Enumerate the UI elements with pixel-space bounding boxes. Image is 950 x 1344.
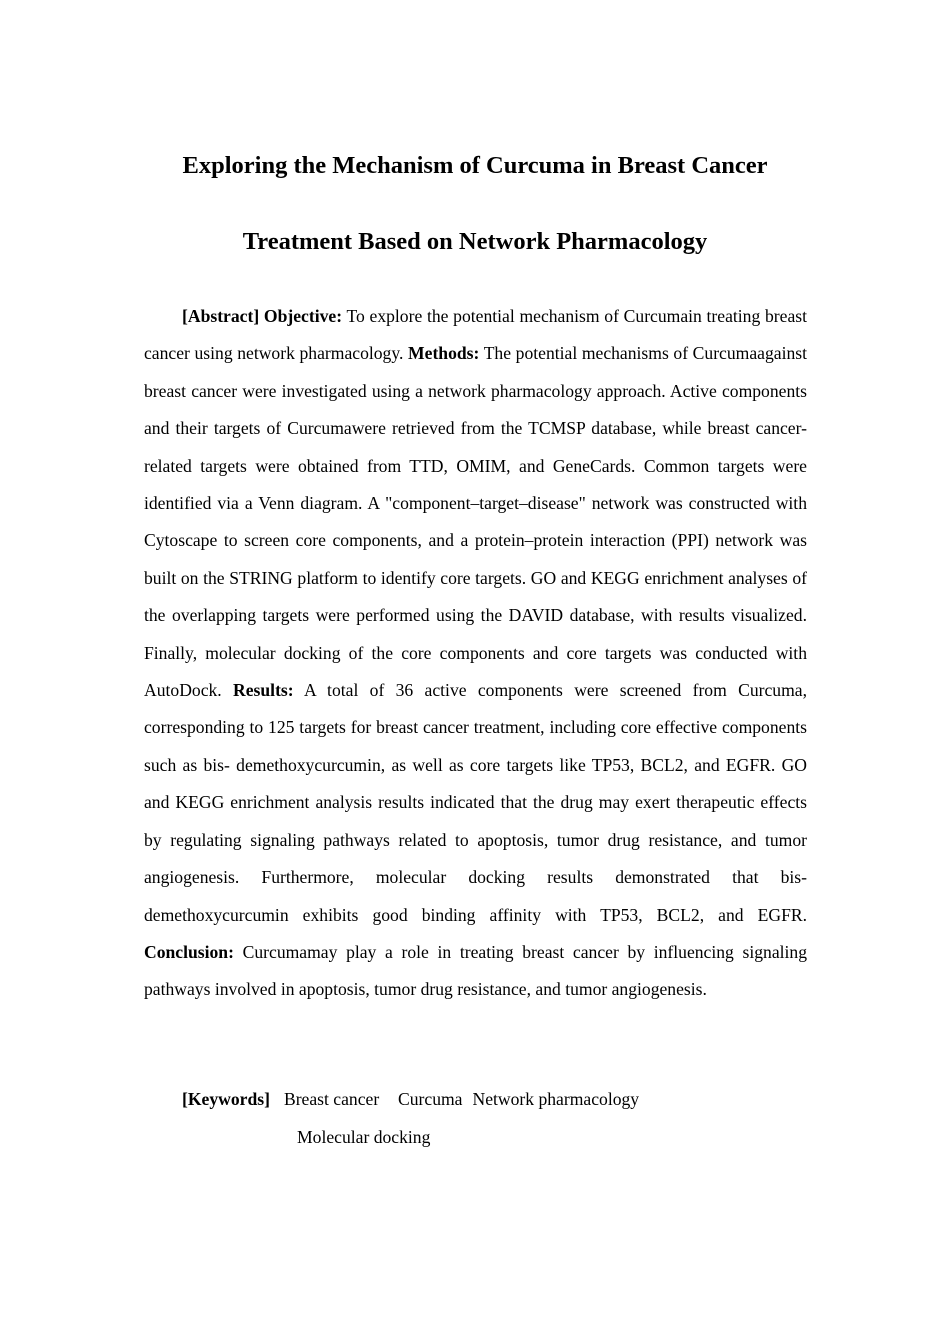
methods-label: Methods: [408,343,480,364]
keyword-item: Network pharmacology [472,1089,640,1109]
conclusion-text: Curcumamay play a role in treating breast cancer by influencing signaling pathways involved in apoptosis, tumor drug resistance, and tumor angiogenesis. [144,941,808,1000]
paper-title-line-1: Exploring the Mechanism of Curcuma in Breast Cancer [182,152,768,179]
results-text: A total of 36 active components were screened from Curcuma, corresponding to 125 targets for breast cancer treatment, including core effective components such as bis- demethoxycurcumin, as well as core targets like TP53, BCL2, and EGFR. GO and KEGG enrichment analysis results indicated that the drug may exert therapeutic effects by regulating signaling pathways related to apoptosis, tumor drug resistance, and tumor angiogenesis. Furthermore, molecular docking results demonstrated that bis-demethoxycurcumin exhibits good binding affinity with TP53, BCL2, and EGFR. [144,680,807,925]
methods-text: The potential mechanisms of Curcumaagainst breast cancer were investigated using a network pharmacology approach. Active components and their targets of Curcumawere retrieved from the TCMSP database, while breast cancer-related targets were obtained from TTD, OMIM, and GeneCards. Common targets were identified via a Venn diagram. A "component–target–disease" network was constructed with Cytoscape to screen core components, and a protein–protein interaction (PPI) network was built on the STRING platform to identify core targets. GO and KEGG enrichment analyses of the overlapping targets were performed using the DAVID database, with results visualized. Finally, molecular docking of the core components and core targets was conducted with AutoDock. [144,343,807,701]
objective-label: Objective: [263,306,343,326]
conclusion-label: Conclusion: [144,941,234,962]
keyword-item: Molecular docking [297,1127,431,1147]
keywords-section [182,1080,782,1156]
paper-title-line-2: Treatment Based on Network Pharmacology [242,228,708,255]
keyword-item: Breast cancer [283,1089,380,1109]
keywords-label: [Keywords] [182,1089,270,1109]
abstract-paragraph [144,298,807,1009]
keyword-item: Curcuma [398,1089,463,1109]
results-label: Results: [233,680,294,701]
abstract-label: [Abstract] [182,306,260,326]
keywords-row-continued [182,1118,782,1156]
keywords-row [182,1080,782,1118]
objective-text: To explore the potential mechanism of Curcumain treating breast cancer using network pharmacology. [144,306,807,364]
